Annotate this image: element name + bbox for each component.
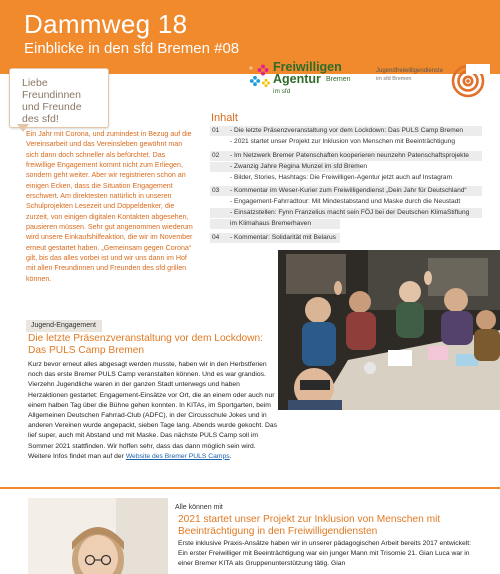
jfd-logo-line-1: Jugendfreiwilligendienste (376, 68, 444, 74)
toc-row[interactable] (210, 151, 482, 161)
logo-line-2: Agentur (273, 72, 321, 86)
toc-number: 01 (212, 127, 220, 134)
toc-entry: - Kommentar im Weser-Kurier zum Freiwilligendienst „Dein Jahr für Deutschland“ (230, 187, 467, 194)
article-body-text: Kurz bevor erneut alles abgesagt werden musste, haben wir in den Herbstferien noch das erste Bremer PULS Camp veranstalten können. Und es war grandios. Vierzehn Jugendliche waren in der ganzen Stadt unterwegs und haben Herzaktionen gestartet: Engagement-Einsätze vor Ort, die an einem oder auch nur einem halben Tag über die Bühne gehen konnten. In KITAs, im Sportgarten, beim Allgemeinen Deutschen Fahrrad-Club (ADFC), in der Circusschule Jokes und in anderen Vereinen wurde angepackt, sieben Tage lang. Abends wurde gekocht. Das lief super, auch mit Abstand und mit Maske. Das nächste PULS Camp soll im Sommer 2021 stattfinden. Wir hoffen sehr, dass das dann möglich sein wird. Weitere Infos findet man auf der (28, 361, 278, 460)
toc-row[interactable] (210, 126, 482, 136)
toc-number: 04 (212, 234, 220, 241)
greeting-bubble (9, 68, 109, 128)
logo-line-1: Freiwilligen (273, 60, 342, 74)
article-body-end: . (229, 452, 232, 460)
toc-number: 02 (212, 152, 220, 159)
toc-row[interactable] (210, 162, 368, 172)
toc-row[interactable] (210, 219, 340, 229)
swirl-logo-icon (446, 62, 490, 100)
freiwilligen-agentur-logo[interactable] (243, 58, 373, 102)
article-title: Die letzte Präsenzveranstaltung vor dem Lockdown: Das PULS Camp Bremen (28, 333, 263, 356)
toc-row[interactable] (210, 208, 482, 218)
puls-camp-photo (278, 250, 500, 410)
jugendfreiwilligendienste-logo[interactable] (376, 62, 496, 102)
greeting-text: Liebe Freundinnen und Freunde des sfd! (22, 77, 82, 125)
toc-entry: - Zwanzig Jahre Regina Munzel im sfd Bremen (230, 163, 368, 170)
toc-row[interactable] (210, 137, 482, 147)
toc-row[interactable] (210, 186, 482, 196)
newsletter-subtitle: Einblicke in den sfd Bremen #08 (24, 40, 240, 57)
article-title: 2021 startet unser Projekt zur Inklusion von Menschen mit Beeinträchtigung in den Freiwilligendiensten (178, 514, 441, 537)
toc-entry: - 2021 startet unser Projekt zur Inklusion von Menschen mit Beeinträchtigung (230, 138, 456, 145)
puls-camp-website-link[interactable]: Website des Bremer PULS Camps (125, 452, 230, 460)
toc-entry: - Kommentar: Solidarität mit Belarus (230, 234, 336, 241)
newsletter-title: Dammweg 18 (24, 9, 188, 39)
logo-sub: im sfd (273, 88, 291, 95)
toc-entry: - Einsatzstellen: Fynn Franzelius macht sein FÖJ bei der Deutschen KlimaStiftung (230, 209, 470, 216)
toc-row[interactable] (210, 173, 482, 183)
logo-city: Bremen (326, 76, 351, 83)
toc-entry: im Klimahaus Bremerhaven (230, 220, 311, 227)
toc-entry: - Bilder, Stories, Hashtags: Die Freiwilligen-Agentur jetzt auch auf Instagram (230, 174, 453, 181)
intro-text: Ein Jahr mit Corona, und zumindest in Bezug auf die Vereinsarbeit und das Vereinsleben gewöhnt man sich dann doch schneller als befürchtet. Das freiwillige Engagement kommt nicht zum Erliegen, sondern geht weiter. Aber wir registrieren schon an einigen Ecken, dass die Situation Engagement erschwert. Am direktesten natürlich in unseren Schulprojekten Lesezeit und Doppeldenker, die zurzeit, von einigen digitalen Kontakten abgesehen, pausieren müssen. Sehr gut angenommen wiederum wird unsere Einkaufshilfeaktion, die wir im November erneut gestartet haben. „Gemeinsam gegen Corona“ gilt, bis das alles vorbei ist und wir uns dann im Hof mit allen Freundinnen und Freunden des sfd grillen können. (26, 130, 193, 283)
toc-title: Inhalt (211, 112, 238, 124)
flower-logo-icon (243, 58, 273, 90)
article-body: Erste inklusive Praxis-Ansätze haben wir in unserer pädagogischen Arbeit bereits 2017 entwickelt: Ein erster Freiwilliger mit Beeinträchtigung war ein junger Mann mit Trisomie 21. Gian Luca war in einer Bremer KITA als Gruppenunterstützung tätig. Gian (178, 540, 472, 568)
section-divider (0, 487, 500, 489)
toc-entry: - Im Netzwerk Bremer Patenschaften kooperieren neunzehn Patenschaftsprojekte (230, 152, 469, 159)
toc-entry: - Die letzte Präsenzveranstaltung vor dem Lockdown: Das PULS Camp Bremen (230, 127, 464, 134)
toc-row[interactable] (210, 233, 340, 243)
article-body (28, 360, 278, 462)
section-tag: Alle können mit (175, 504, 223, 511)
toc-row[interactable] (210, 197, 482, 207)
jfd-logo-line-2: im sfd Bremen (376, 76, 412, 82)
section-tag: Jugend-Engagement (26, 320, 102, 332)
toc-number: 03 (212, 187, 220, 194)
toc-entry: - Engagement-Fahrradtour: Mit Mindestabstand und Maske durch die Neustadt (230, 198, 461, 205)
portrait-photo (28, 498, 168, 574)
